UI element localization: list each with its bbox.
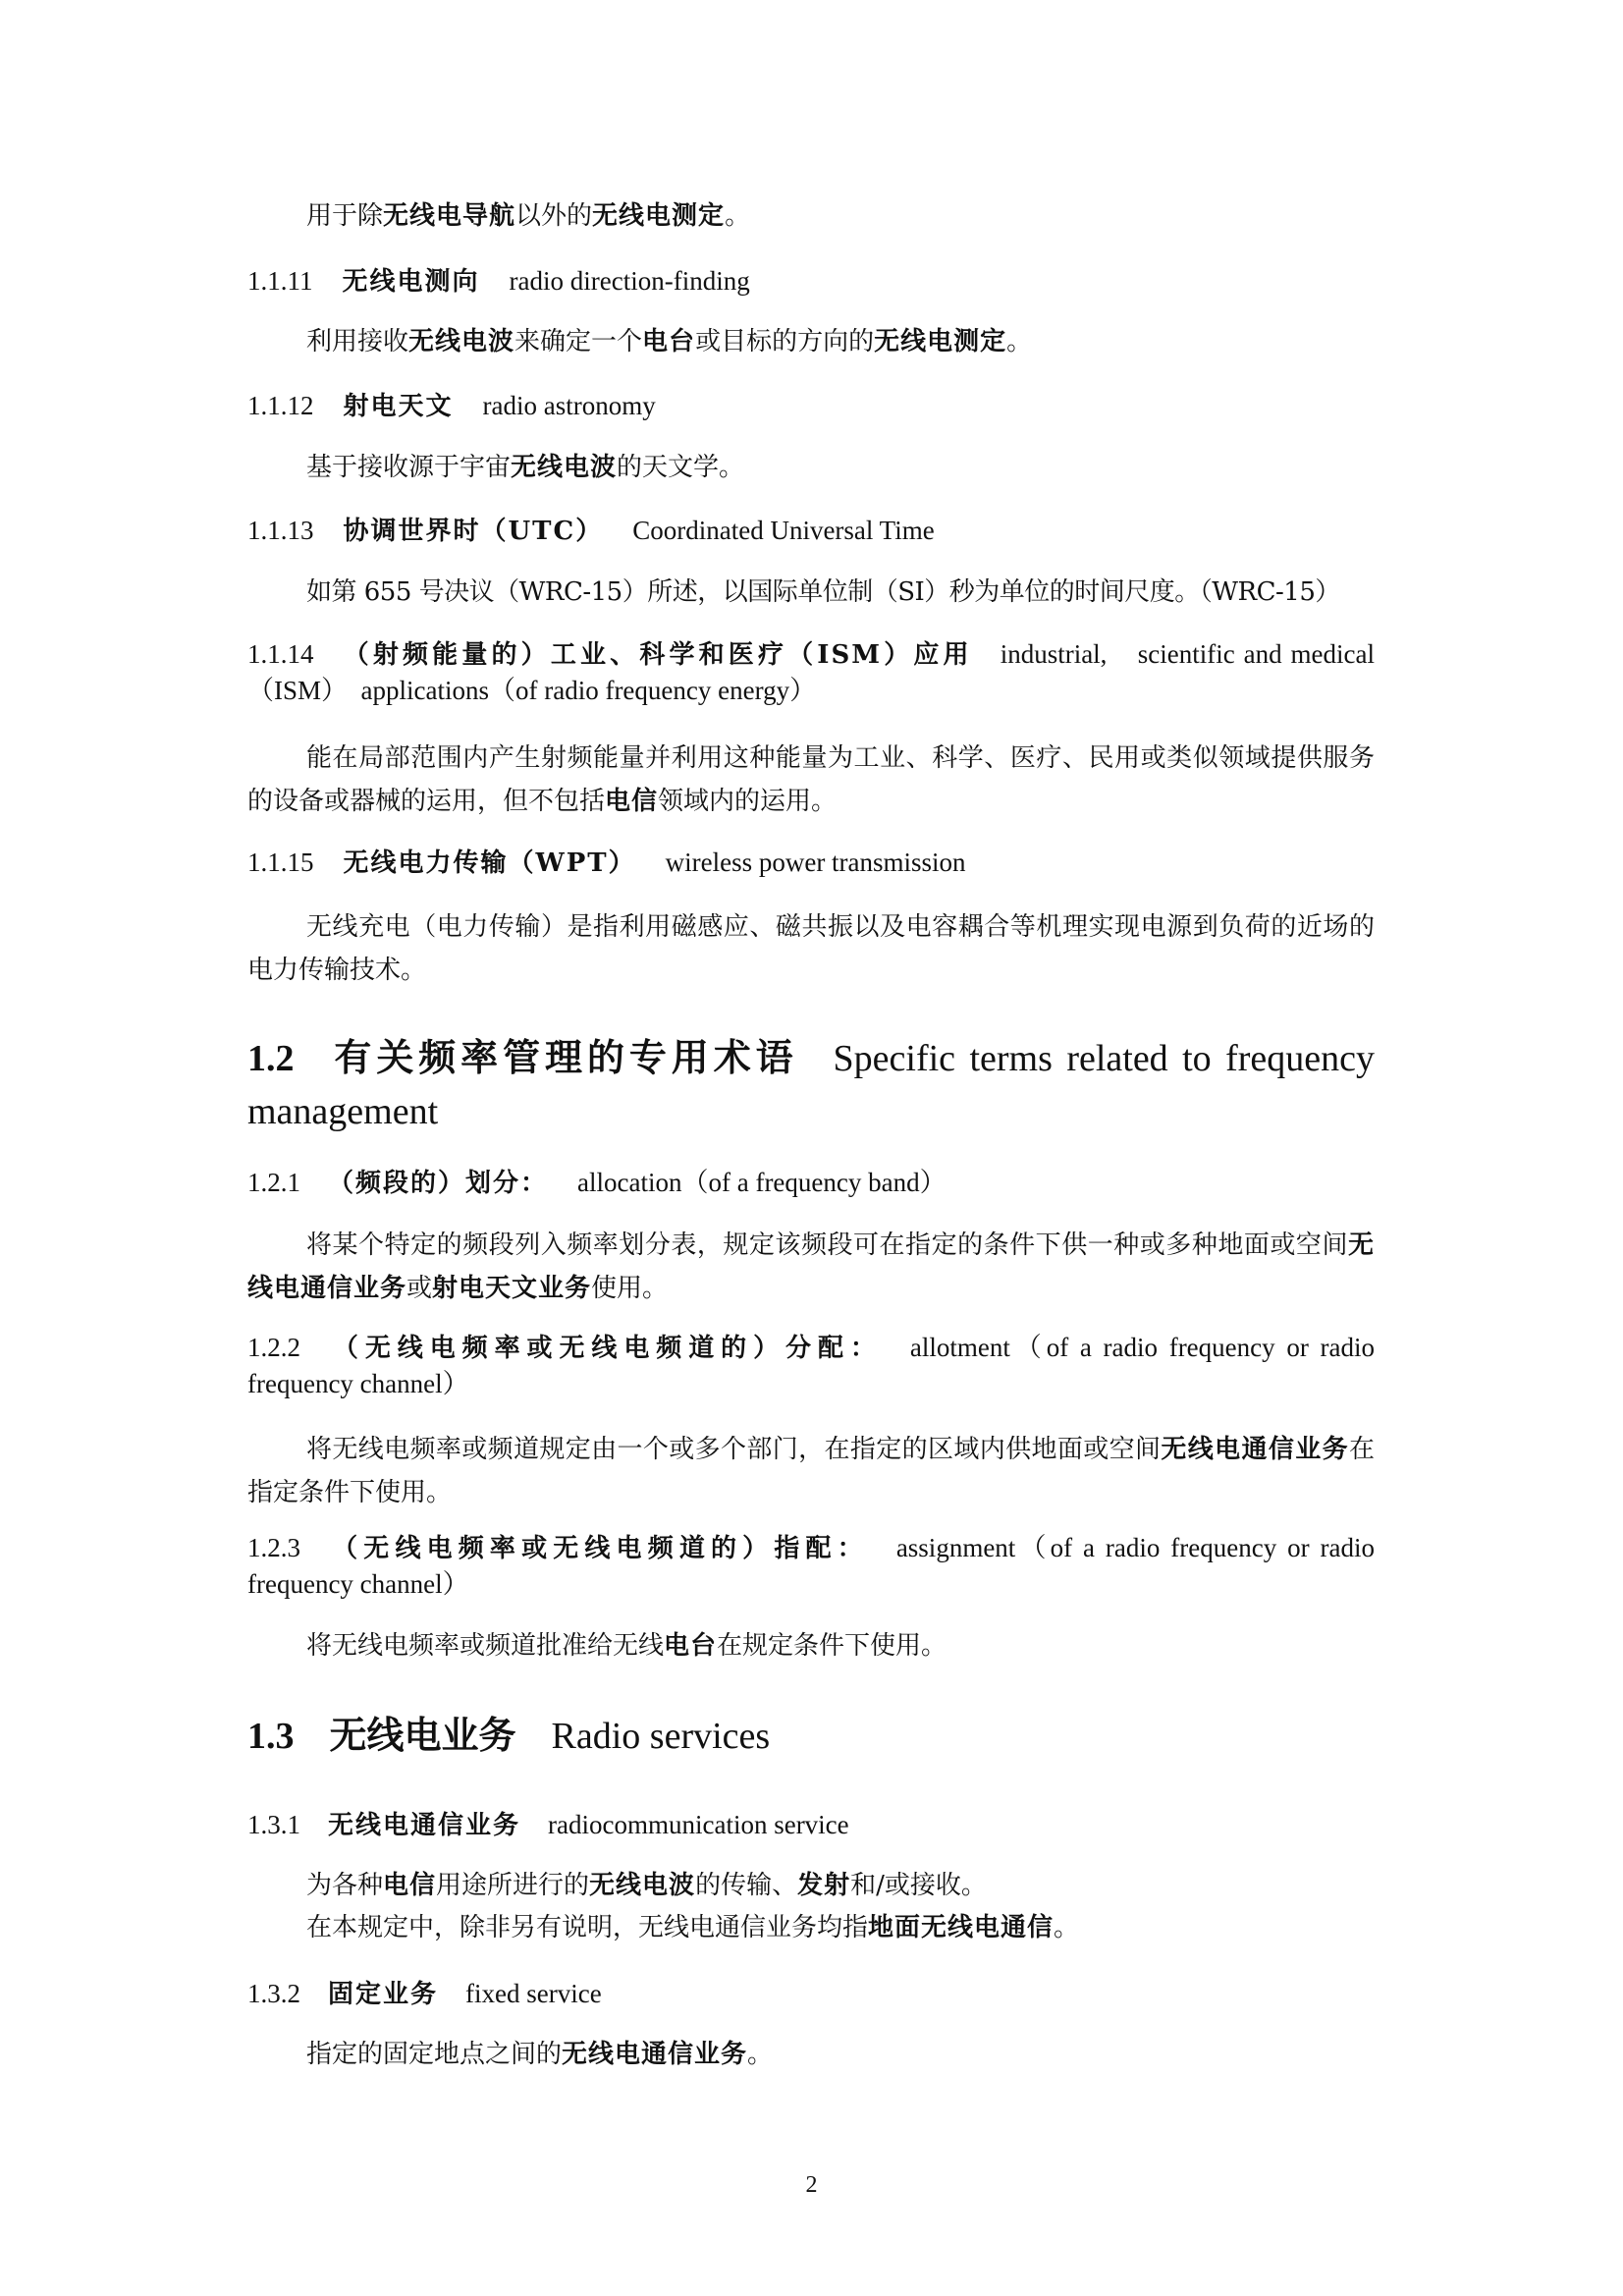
definition-1-1-12: 基于接收源于宇宙无线电波的天文学。: [306, 453, 745, 482]
term-1-2-3: 1.2.3 （无线电频率或无线电频道的）指配： assignment（of a radio frequency or radio frequency channel）: [247, 1533, 1375, 1599]
note-1-3-1: 在本规定中，除非另有说明，无线电通信业务均指地面无线电通信。: [306, 1913, 1080, 1942]
definition-1-3-1: 为各种电信用途所进行的无线电波的传输、发射和/或接收。: [306, 1871, 987, 1900]
term-1-2-2: 1.2.2 （无线电频率或无线电频道的）分配： allotment（of a radio frequency or radio frequency channel）: [247, 1333, 1375, 1398]
section-heading-1-2: 1.2 有关频率管理的专用术语 Specific terms related to frequency management: [247, 1035, 1375, 1132]
term-1-1-11: 1.1.11 无线电测向 radio direction-finding: [247, 266, 750, 297]
definition-1-1-11: 利用接收无线电波来确定一个电台或目标的方向的无线电测定。: [306, 327, 1033, 356]
definition-1-2-2: 将无线电频率或频道规定由一个或多个部门，在指定的区域内供地面或空间无线电通信业务在指定条件下使用。: [247, 1435, 1375, 1507]
term-1-3-1: 1.3.1 无线电通信业务 radiocommunication service: [247, 1810, 849, 1840]
term-1-1-13: 1.1.13 协调世界时（UTC） Coordinated Universal Time: [247, 516, 935, 546]
definition-1-1-14: 能在局部范围内产生射频能量并利用这种能量为工业、科学、医疗、民用或类似领域提供服务的设备或器械的运用，但不包括电信领域内的运用。: [247, 743, 1375, 816]
term-1-2-1: 1.2.1 （频段的）划分： allocation（of a frequency band）: [247, 1168, 947, 1198]
definition-1-3-2: 指定的固定地点之间的无线电通信业务。: [306, 2040, 774, 2069]
definition-1-1-13: 如第 655 号决议（WRC-15）所述，以国际单位制（SI）秒为单位的时间尺度。（WRC-15）: [306, 577, 1340, 607]
definition-1-2-1: 将某个特定的频段列入频率划分表，规定该频段可在指定的条件下供一种或多种地面或空间无线电通信业务或射电天文业务使用。: [247, 1230, 1375, 1303]
page-number: 2: [805, 2172, 818, 2198]
term-1-1-15: 1.1.15 无线电力传输（WPT） wireless power transmission: [247, 847, 966, 878]
term-1-1-14: 1.1.14 （射频能量的）工业、科学和医疗（ISM）应用 industrial, scientific and medical （ISM） applications（of radio frequency energy）: [247, 639, 1375, 705]
section-heading-1-3: 1.3 无线电业务 Radio services: [247, 1713, 771, 1757]
definition-1-1-15: 无线充电（电力传输）是指利用磁感应、磁共振以及电容耦合等机理实现电源到负荷的近场的电力传输技术。: [247, 912, 1375, 985]
definition-1-2-3: 将无线电频率或频道批准给无线电台在规定条件下使用。: [306, 1631, 947, 1661]
term-1-3-2: 1.3.2 固定业务 fixed service: [247, 1979, 602, 2009]
paragraph-1-1-10-cont: 用于除无线电导航以外的无线电测定。: [306, 201, 751, 231]
term-1-1-12: 1.1.12 射电天文 radio astronomy: [247, 391, 656, 421]
